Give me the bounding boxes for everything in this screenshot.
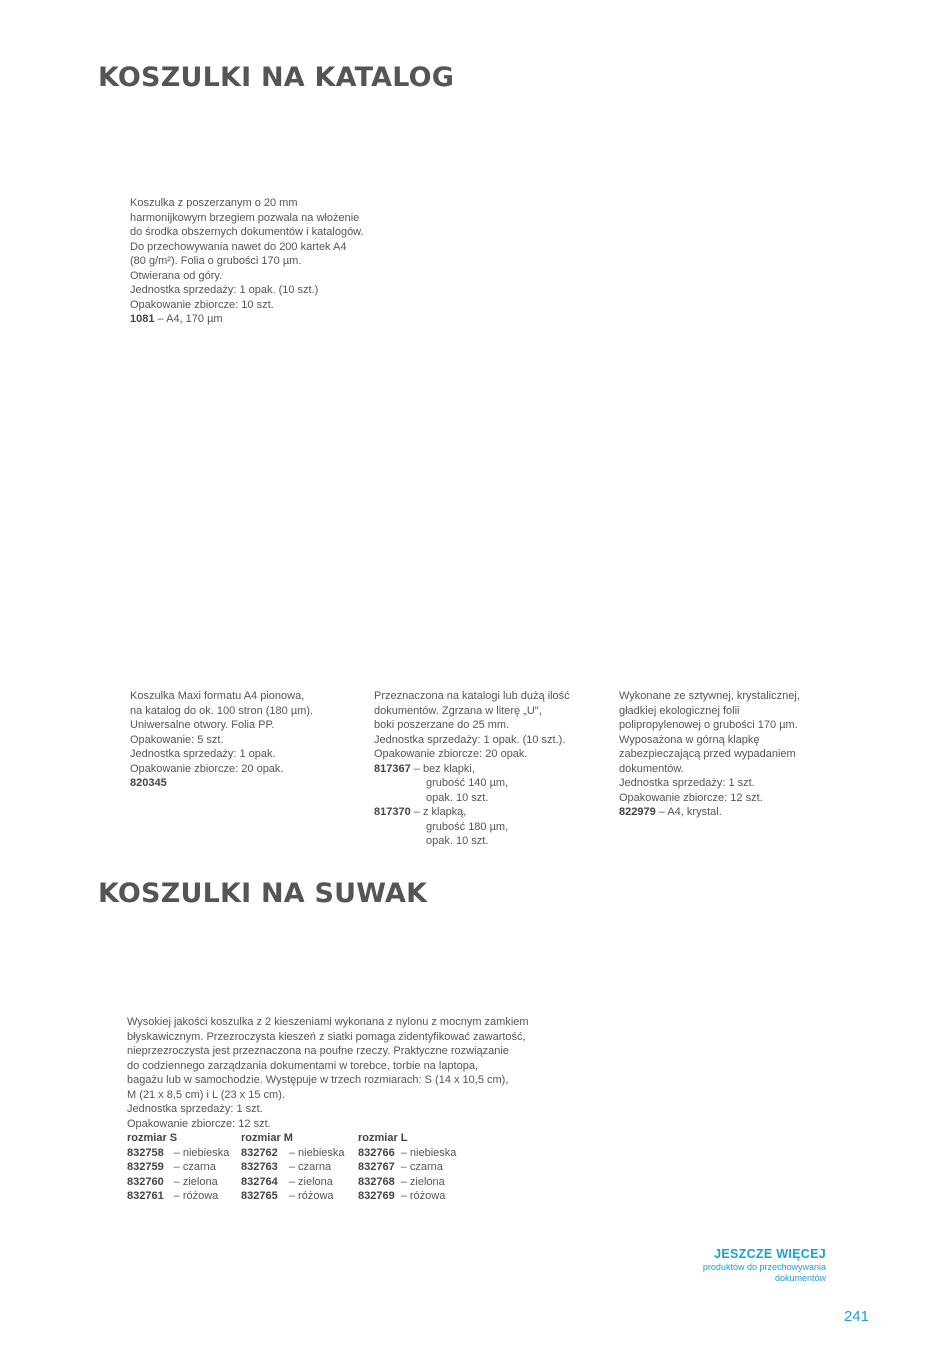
text-line: Do przechowywania nawet do 200 kartek A4	[130, 240, 347, 253]
product-code: 832764	[241, 1175, 278, 1188]
table-row	[127, 1175, 456, 1190]
color-variant: – zielona	[173, 1175, 218, 1188]
text-line: (80 g/m²). Folia o grubości 170 µm.	[130, 255, 302, 267]
variant-line	[374, 805, 570, 820]
table-header-row	[127, 1131, 456, 1146]
variant-desc: – z klapką,	[410, 806, 467, 818]
product-code-desc: – A4, 170 µm	[154, 313, 223, 325]
variant-detail: grubość 140 µm,	[426, 777, 509, 789]
table-row	[127, 1146, 456, 1161]
section-title-zipper: KOSZULKI NA SUWAK	[98, 878, 428, 909]
variant-desc: – bez klapki,	[410, 762, 475, 775]
color-variant: – niebieska	[400, 1146, 457, 1159]
product-817367-description	[374, 689, 570, 849]
product-code: 832758	[127, 1146, 164, 1159]
text-line: Uniwersalne otwory. Folia PP.	[130, 719, 275, 731]
product-code: 817367	[374, 762, 411, 775]
color-variant: – różowa	[288, 1190, 334, 1202]
product-code-desc: – A4, krystal.	[655, 806, 722, 818]
more-products-subtitle: dokumentów	[774, 1273, 826, 1283]
zipper-product-description	[127, 1015, 529, 1204]
product-code-line	[619, 805, 800, 820]
product-1081-description	[130, 196, 364, 327]
variant-detail: opak. 10 szt.	[426, 791, 489, 804]
text-line: Jednostka sprzedaży: 1 opak.	[130, 748, 276, 760]
product-code-line	[130, 312, 364, 327]
text-line: Opakowanie: 5 szt.	[130, 733, 224, 746]
text-line: bagażu lub w samochodzie. Występuje w trzech rozmiarach: S (14 x 10,5 cm),	[127, 1074, 509, 1086]
product-code: 820345	[130, 777, 167, 789]
product-code: 832768	[358, 1175, 395, 1188]
size-header: rozmiar M	[241, 1132, 293, 1144]
color-variant: – niebieska	[288, 1146, 345, 1159]
product-code: 832761	[127, 1190, 164, 1202]
text-line: nieprzezroczysta jest przeznaczona na poufne rzeczy. Praktyczne rozwiązanie	[127, 1045, 509, 1057]
text-line: Opakowanie zbiorcze: 20 opak.	[374, 748, 528, 760]
text-line: Wysokiej jakości koszulka z 2 kieszeniami wykonana z nylonu z mocnym zamkiem	[127, 1016, 529, 1028]
size-header: rozmiar S	[127, 1132, 178, 1144]
color-variant: – różowa	[400, 1190, 446, 1202]
text-line: Opakowanie zbiorcze: 12 szt.	[619, 791, 763, 804]
product-820345-description	[130, 689, 313, 791]
color-variant: – zielona	[288, 1175, 333, 1188]
size-header: rozmiar L	[358, 1132, 408, 1144]
table-row	[127, 1160, 456, 1175]
page-number: 241	[843, 1308, 869, 1325]
text-line: Koszulka Maxi formatu A4 pionowa,	[130, 690, 305, 702]
product-code: 832767	[358, 1161, 395, 1173]
text-line: gładkiej ekologicznej folii	[619, 704, 740, 717]
text-line: boki poszerzane do 25 mm.	[374, 719, 510, 731]
product-822979-description	[619, 689, 800, 820]
size-variants-table	[127, 1131, 456, 1204]
text-line: polipropylenowej o grubości 170 µm.	[619, 719, 798, 731]
text-line: Jednostka sprzedaży: 1 szt.	[127, 1103, 263, 1115]
text-line: Jednostka sprzedaży: 1 opak. (10 szt.)	[130, 284, 319, 296]
text-line: na katalog do ok. 100 stron (180 µm).	[130, 704, 314, 717]
product-code: 832769	[358, 1190, 395, 1202]
text-line: dokumentów. Zgrzana w literę „U",	[374, 704, 542, 717]
text-line: Przeznaczona na katalogi lub dużą ilość	[374, 690, 570, 702]
more-products-subtitle: produktów do przechowywania	[702, 1262, 826, 1272]
text-line: zabezpieczającą przed wypadaniem	[619, 748, 796, 760]
more-products-title: JESZCZE WIĘCEJ	[714, 1247, 826, 1261]
more-products-link[interactable]	[703, 1247, 826, 1284]
text-line: M (21 x 8,5 cm) i L (23 x 15 cm).	[127, 1088, 285, 1101]
text-line: Wyposażona w górną klapkę	[619, 733, 760, 746]
text-line: Opakowanie zbiorcze: 20 opak.	[130, 762, 284, 775]
color-variant: – czarna	[400, 1161, 443, 1173]
product-code: 817370	[374, 806, 411, 818]
product-code: 1081	[130, 313, 155, 325]
variant-detail: grubość 180 µm,	[426, 820, 509, 833]
product-code: 832759	[127, 1161, 164, 1173]
product-code: 832760	[127, 1175, 164, 1188]
color-variant: – niebieska	[173, 1146, 230, 1159]
product-code: 832766	[358, 1146, 395, 1159]
text-line: Koszulka z poszerzanym o 20 mm	[130, 197, 298, 209]
product-code: 822979	[619, 806, 656, 818]
text-line: Otwierana od góry.	[130, 269, 223, 282]
text-line: Wykonane ze sztywnej, krystalicznej,	[619, 690, 800, 702]
section-title-catalog: KOSZULKI NA KATALOG	[98, 62, 455, 93]
text-line: Opakowanie zbiorcze: 12 szt.	[127, 1117, 271, 1130]
product-code: 832762	[241, 1146, 278, 1159]
variant-line	[374, 762, 570, 777]
text-line: Opakowanie zbiorcze: 10 szt.	[130, 298, 274, 311]
text-line: do środka obszernych dokumentów i katalogów.	[130, 226, 364, 238]
text-line: dokumentów.	[619, 762, 684, 775]
product-code: 832763	[241, 1161, 278, 1173]
text-line: błyskawicznym. Przezroczysta kieszeń z siatki pomaga zidentyfikować zawartość,	[127, 1030, 526, 1043]
color-variant: – różowa	[173, 1190, 219, 1202]
color-variant: – czarna	[288, 1161, 332, 1173]
text-line: do codziennego zarządzania dokumentami w torebce, torbie na laptopa,	[127, 1059, 479, 1072]
table-row	[127, 1189, 456, 1204]
text-line: Jednostka sprzedaży: 1 opak. (10 szt.).	[374, 733, 566, 746]
color-variant: – czarna	[173, 1161, 216, 1173]
text-line: harmonijkowym brzegiem pozwala na włożenie	[130, 211, 360, 224]
variant-detail: opak. 10 szt.	[426, 835, 489, 847]
color-variant: – zielona	[400, 1175, 445, 1188]
product-code: 832765	[241, 1190, 278, 1202]
text-line: Jednostka sprzedaży: 1 szt.	[619, 777, 755, 789]
